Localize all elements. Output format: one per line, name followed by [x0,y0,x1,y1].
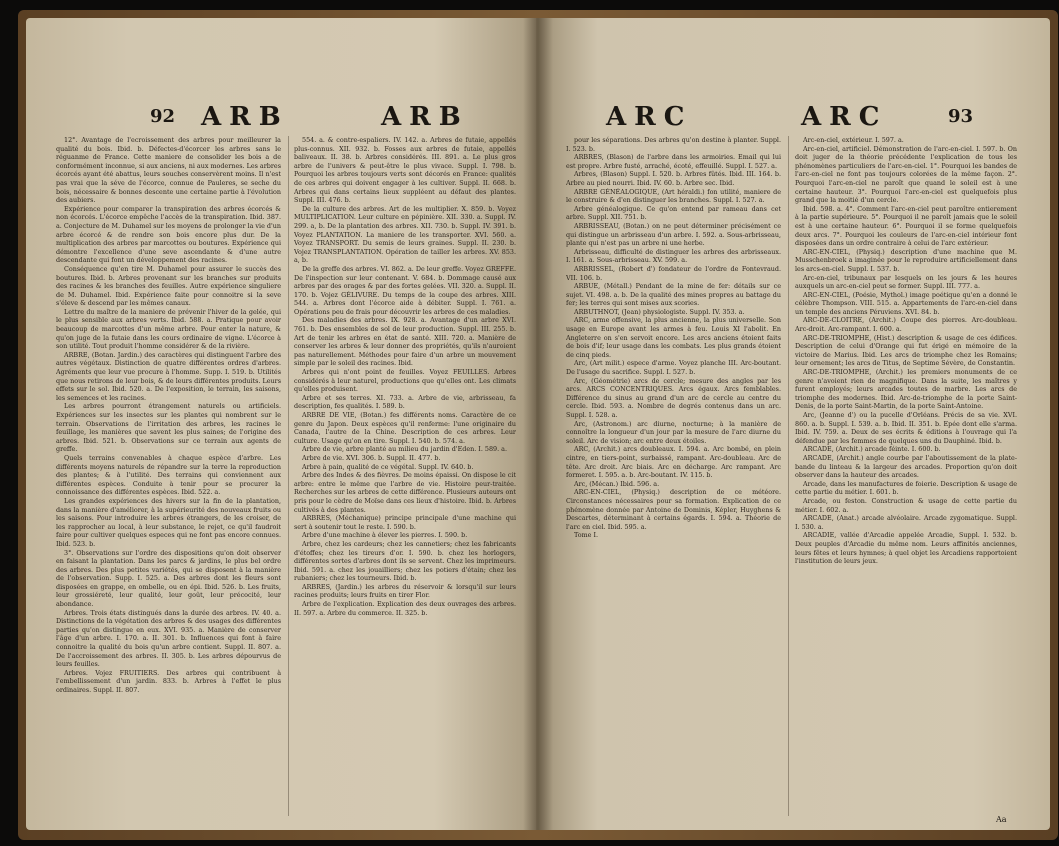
entry: ARBUTHNOT, (Jean) physiologiste. Suppl. IV. 353. a. [574,307,745,316]
entry: Arc, (Jeanne d') ou la pucelle d'Orléans. Précis de sa vie. XVI. 860. a. b. Suppl. I. 539. a. b. Ibid. II. 351. b. Epée dont elle s'arma. Ibid. IV. 759. a. Deux de ses écrits & éditions à l'ouvrage qui l'a défendue par les femmes de quelques uns du Dauphiné. Ibid. b. [795,411,1017,445]
left-column-2 [294,136,516,816]
left-running-head: ARB [201,102,289,132]
entry: Arbre de l'explication. Explication des deux ouvrages des arbres. II. 597. a. Arbre du commerce. II. 325. b. [294,600,516,617]
entry: Arbres. Trois états distingués dans la durée des arbres. IV. 40. a. Distinctions de la végétation des arbres & des usages des différentes parties qu'on distingue en eux. XVI. 935. a. Manière de conserver l'âge d'un arbre. I. 170. a. II. 301. b. Influences qui font à faire connoitre la qualité du bois qu'un arbre contient. Suppl. II. 807. a. De l'accroissement des arbres. II. 305. b. Les arbres dépourvus de leurs feuilles. [56,608,281,669]
entry: ARC-EN-CIEL, (Physiq.) description d'une machine que M. Musschenbroek a imaginée pour le reproduire artificiellement dans les arcs-en-ciel. Suppl. I. 537. b. [795,247,1017,273]
column-rule [788,136,789,816]
entry: ARC-EN-CIEL, (Physiq.) description de ce météore. Circonstances nécessaires pour sa formation. Explication de ce phénomène donnée par Antoine de Dominis, Képler, Huyghens & Descartes, déterminant à certains égards. I. 594. a. Théorie de l'arc en ciel. Ibid. 595. a. [566,488,781,531]
entry: Arbres qui n'ont point de feuilles. Voyez FEUILLES. Arbres considérés à leur naturel, productions que qu'elles ont. Les climats qu'elles produisent. [294,368,516,394]
entry: Expérience pour comparer la transpiration des arbres écorcés & non écorcés. L'écorce empêche l'accès de la transpiration. Ibid. 387. a. Conjecture de M. Duhamel sur les moyens de prolonger la vie d'un arbre écorcé & de rendre son bois encore plus dur. De la multiplication des arbres par marcottes ou boutures. Expérience qui démontre l'excellence d'une seve ascendante & d'une autre descendante qui font un développement des racines. [56,204,281,265]
entry: Arc, (Art milit.) espece d'arme. Voyez planche III. Arc-boutant. De l'usage du sacrifice. Suppl. I. 527. b. [566,359,781,377]
right-running-head-left: ARC [606,102,693,132]
entry: Quels terrains convenables à chaque espèce d'arbre. Les différents moyens naturels de répandre sur la terre la reproduction des plantes; & à l'utilité. Des terrains qui conviennent aux différentes espèces. Conduite à tenir pour se procurer la connoissance des différentes espèces. Ibid. 522. a. [56,453,281,497]
entry: Ibid. 598. a. 4°. Comment l'arc-en-ciel peut paroître entierement à la partie supérieure. 5°. Pourquoi il ne paroît jamais que le soleil est à une certaine hauteur. 6°. Pourquoi il se forme quelquefois deux arcs. 7°. Pourquoi les couleurs de l'arc-en-ciel intérieur font disposées dans un ordre contraire à celui de l'arc extérieur. [795,204,1017,248]
left-column-1 [56,136,281,816]
left-header [26,104,536,134]
entry: Arbre de vie. XVI. 306. b. Suppl. II. 477. b. [302,453,441,462]
entry: Les arbres pourront étrangement naturels ou artificiels. Expériences sur les insectes sur les plantes qui nombrent sur le terrain. Observations de l'irritation des arbres, les racines le feuillage, les manières que savent les plus saines; de l'origine des arbres. Ibid. 521. b. Observations sur ce terrain aux agents de greffe. [56,402,281,454]
entry: ARC-DE-TRIOMPHE, (Hist.) description & usage de ces édifices. Description de celui d'Orange qui fut érigé en mémoire de la victoire de Marius. Ibid. Les arcs de triomphe chez les Romains; leur ornement; les arcs de Titus, de Septime Sévère, de Constantin. [795,333,1017,368]
left-page [26,18,536,830]
entry: Arbre de vie, arbre planté au milieu du jardin d'Eden. I. 589. a. [302,445,507,454]
entry: ARBRE GÉNÉALOGIQUE, (Art héraldi.) fon utilité, maniere de le construire & d'en distinguer les branches. Suppl. I. 527. a. [566,187,781,205]
left-running-head-right: ARB [381,102,469,132]
entry: Les grandes expériences des hivers sur la fin de la plantation, dans la manière d'améliorer, à la supérieurité des nouveaux fruits ou les saisons. Pour introduire les arbres étrangers, de les croiser, de les rapprocher au local, à leur substance, le rejet, ce qu'il faudroit faire pour cultiver quelques especes qui ne font pas encore connues. Ibid. 523. b. [56,496,281,548]
entry: De la greffe des arbres. VI. 862. a. De leur greffe. Voyez GREFFE. De l'inspection sur leur contenant. V. 684. b. Dommage causé aux arbres par des orages & par des fortes gelées. VII. 320. a. Suppl. II. 170. b. Vojez GÉLIVURE. Du temps de la coupe des arbres. XIII. 544. a. Arbres dont l'écorce aide à débiter. Suppl. I. 761. a. Opérations peu de frais pour découvrir les arbres de ces maladies. [294,264,516,316]
entry: pour les séparations. Des arbres qu'on destine à planter. Suppl. I. 523. b. [566,136,781,153]
entry: Lettre du maître de la maniere de prévenir l'hiver de la gelée, qui le plus sensible aux arbres verts. Ibid. 588. a. Pratique pour avoir beaucoup de marcottes d'un même arbre. Pour enter la nature, & qu'on juge de la futaie dans les cours ordinaire de vigne. L'écorce à son utilité. Tout produit l'homme considérer & de la rivière. [56,307,281,351]
entry: Arc-en-ciel, tribunaux par lesquels on les jours & les heures auxquels un arc-en-ciel peut se former. Suppl. III. 777. a. [795,273,1017,291]
right-running-head: ARC [801,102,888,132]
signature-mark: Aa [996,815,1007,824]
entry: De la culture des arbres. Art de les multiplier. X. 859. b. Voyez MULTIPLICATION. Leur culture en pépinière. XII. 330. a. Suppl. IV. 299. a, b. De la plantation des arbres. XII. 730. b. Suppl. IV. 391. b. Voyez PLANTATION. La maniere de les transporter. XVI. 560. a. Voyez TRANSPORT. Du semis de leurs graines. Suppl. II. 230. b. Vojez TRANSPLANTATION. Opération de tailler les arbres. XV. 853. a, b. [294,204,516,265]
entry: ARBUE, (Métall.) Pendant de la mine de fer: détails sur ce sujet. VI. 498. a. b. De la qualité des mines propres au battage du fer; les terres qui sont mises aux scories. [566,282,781,308]
left-page-number: 92 [150,106,176,127]
entry: Arbre, chez les cardeurs; chez les cannetiers; chez les fabricants d'étoffes; chez les tireurs d'or. I. 590. b. chez les horlogers, différentes sortes d'arbres dont ils se servent. Chez les imprimeurs. Ibid. 591. a. chez les jouailliers; chez les potiers d'étain; chez les rubaniers; chez les tourneurs. Ibid. b. [294,539,516,583]
footer-tome: Tome I. [574,531,599,540]
entry: ARBRE, (Botan. Jardin.) des caractères qui distinguent l'arbre des autres végétaux. Distinction de quatre différentes ordres d'arbres. Agréments que leur vue procure à l'homme. Supp. I. 519. b. Utilités que nous retirons de leur bois, & de leurs différentes produits. Leurs effets sur le sol. Ibid. 520. a. De l'exposition, le terrain, les saisons, les semences et les racines. [56,350,281,402]
entry: Arbrisseau, difficulté de distinguer les arbres des arbrisseaux. I. 161. a. Sous-arbrisseau. XV. 599. a. [566,247,781,265]
right-columns [536,136,1050,816]
right-column-2 [795,136,1017,816]
entry: Arc, (Géométrie) arcs de cercle; mesure des angles par les arcs. ARCS CONCENTRIQUES. Arcs égaux. Arcs femblables. Différence du sinus au grand d'un arc de cercle au centre du cercle. Ibid. 593. a. Nombre de degrés contenus dans un arc. Suppl. I. 528. a. [566,376,781,419]
book [18,10,1058,840]
left-columns [26,136,536,816]
entry: ARC-EN-CIEL, (Poésie, Mythol.) image poétique qu'en a donné le célèbre Thompson. VIII. 515. a. Appartements de l'arc-en-ciel dans un temple des anciens Péruviens. XVI. 84. b. [795,290,1017,316]
entry: Arbre généalogique. Ce qu'on entend par rameau dans cet arbre. Suppl. XII. 751. b. [566,204,781,222]
entry: ARBRISSEAU, (Botan.) on ne peut déterminer précisément ce qui distingue un arbrisseau d'un arbre. I. 592. a. Sous-arbrisseau, plante qui n'est pas un arbre ni une herbe. [566,221,781,248]
entry: ARBRES, (Méchanique) principe principale d'une machine qui sert à soutenir tout le reste. I. 590. b. [294,514,516,531]
entry: ARBRES, (Jardin.) les arbres du réservoir & lorsqu'il sur leurs racines produits; leurs fruits en tirer Flor. [294,582,516,600]
entry: ARCADIE, vallée d'Arcadie appelée Arcadie, Suppl. I. 532. b. Deux peuples d'Arcadie du même nom. Leurs affinités anciennes, leurs fêtes et leurs hymnes; à quel objet les Arcadiens rapportoient l'institution de leurs jeux. [795,531,1017,566]
entry: Arc-en-ciel, artificiel. Démonstration de l'arc-en-ciel. I. 597. b. On doit juger de la théorie précédente l'explication de tous les phénomènes particuliers de l'arc-en-ciel. 1°. Pourquoi les bandes de l'arc-en-ciel ne font pas toujours colorées de la même façon. 2°. Pourquoi l'arc-en-ciel ne paroît que quand le soleil est à une certaine hauteur. 3°. Pourquoi l'arc-en-ciel est quelquefois plus grand que la moitié d'un cercle. [795,144,1017,205]
right-page [536,18,1050,830]
entry: ARCADE, (Archit.) angle courbe par l'aboutissement de la plate-bande du linteau & la largeur des arcades. Proportion qu'on doit observer dans la hauteur des arcades. [795,453,1017,480]
entry: ARBRES, (Blason) de l'arbre dans les armoiries. Email qui lui est propre. Arbre fusté, arraché, écoté, effeuillé. Suppl. I. 527. a. [566,153,781,170]
entry: Arbres, (Blason) Suppl. I. 520. b. Arbres fûtés. Ibid. III. 164. b. Arbre au pied nourri. Ibid. IV. 60. b. Arbre sec. Ibid. [566,170,781,187]
entry: 12°. Avantage de l'ecroissement des arbres pour meilleurer la qualité du bois. Ibid. b. Défectes-d'écorcer les arbres sans le réguanme de France. Cette maniere de consolider les bois a de conformément inconnue, si aux anciens, ni aux modernes. Les arbres écorcés ayant été abattus, leurs souches conservèrent moins. Il n'est pas vrai que la séve de l'écorce, connue de Pauleres, se seche du bois, nécessaire & bonnes descente une certaine partie à l'évolution des aubiers. [56,136,281,205]
entry: ARC, (Archit.) arcs doubleaux. I. 594. a. Arc bombé, en plein cintre, en tiers-point, surbaissé, rampant. Arc-doubleau. Arc de tête. Arc droit. Arc biais. Arc en décharge. Arc rampant. Arc formeret. I. 595. a. b. Arc-boutant. IV. 115. b. [566,445,781,480]
entry: ARCADE, (Anat.) arcade alvéolaire. Arcade zygomatique. Suppl. I. 530. a. [795,514,1017,531]
entry: Arbre des Indes & des fièvres. De moins épaissi. On dispose le cit arbre: entre le même que l'arbre de vie. Histoire peur-traitée. Recherches sur les arbres de cette différence. Plusieurs auteurs ont pris pour le cèdre de Moïse dans ces lieux d'histoire. Ibid. b. Arbres cultivés à des plantes. [294,471,516,514]
entry: Des maladies des arbres. IX. 928. a. Avantage d'un arbre XVI. 761. b. Des ensembles de sol de leur production. Suppl. III. 255. b. Art de tenir les arbres en état de santé. XIII. 720. a. Manière de conserver les arbres & leur donner des propriétés, qu'ils n'auroient pas naturellement. Méthodes pour faire d'un arbre un mouvement simple par le soleil des racines. Ibid. [294,316,516,368]
entry: ARBRE DE VIE, (Botan.) fes différents noms. Caractère de ce genre du Japon. Deux espèces qu'il renferme: l'une originaire du Canada, l'autre de la Chine. Description de ces arbres. Leur culture. Usage qu'on en tire. Suppl. I. 540. b. 574. a. [294,411,516,445]
right-page-number: 93 [948,106,974,127]
entry: Arcade, ou feston. Construction & usage de cette partie du métier. I. 602. a. [795,496,1017,514]
entry: 3°. Observations sur l'ordre des dispositions qu'on doit observer en faisant la plantation. Dans les parcs & jardins, le plus bel ordre des arbres. Des plus petites variétés, qui se disposent à la manière de l'observation. Supp. I. 525. a. Des arbres dont les fleurs sont disposées en grappe, en ombelle, ou en épi. Ibid. 526. b. Les fruits, leur grossiéreté, leur qualité, leur goût, leur précocité, leur abondance. [56,548,281,609]
entry: ARC-DE-CLOITRE, (Archit.) Coupe des pierres. Arc-doubleau. Arc-droit. Arc-rampant. I. 600. a. [795,316,1017,334]
entry: Arc-en-ciel, extérieur. I. 597. a. [803,136,904,144]
entry: Arbres. Vojez FRUITIERS. Des arbres qui contribuent à l'embellissement d'un jardin. 833. b. Arbres à l'effet le plus ordinaires. Suppl. II. 807. [56,668,281,694]
entry: ARBRISSEL, (Robert d') fondateur de l'ordre de Fontevraud. VII. 106. b. [566,264,781,282]
column-rule [288,136,289,816]
entry: Arcade, dans les manufactures de foierie. Description & usage de cette partie du métier. I. 601. b. [795,479,1017,497]
entry: Arbre et ses terres. XI. 733. a. Arbre de vie, arbrisseau, fa description, fes qualités. I. 589. b. [294,393,516,411]
entry: 554. a. & contre-espaliers. IV. 142. a. Arbres de futaie, appellés plus-connus. XII. 932. b. Fosses aux arbres de futaie, appellés baliveaux. II. 38. b. Arbres considérés. III. 891. a. Le plus gros arbre de l'univers & peut-être le plus vivace. Suppl. I. 798. b. Pourquoi les arbres toujours verts sont décorés en France: qualités de ces arbres qui doivent engager à les cultiver. Suppl. II. 668. b. Arbres qui dans certains lieux suppléent au défaut des plantes. Suppl. III. 476. b. [294,136,516,205]
entry: Arc, (Mécan.) Ibid. 596. a. [574,479,660,488]
entry: ARC-DE-TRIOMPHE, (Archit.) les premiers monuments de ce genre n'avoient rien de magnifique. Dans la suite, les maîtres y furent employés; leurs arcades toutes de marbre. Les arcs de triomphe des modernes. Ibid. Arc-de-triomphe de la porte Saint-Denis, de la porte Saint-Martin, de la porte Saint-Antoine. [795,368,1017,411]
entry: Arbre d'une machine à élever les pierres. I. 590. b. [302,531,468,540]
right-header [536,104,1050,134]
entry: ARC, arme offensive, la plus ancienne, la plus universelle. Son usage en Europe avant les armes à feu. Louis XI l'abolit. En Angleterre on s'en servoit encore. Les arcs anciens étoient faits de bois d'if; leur usage dans les combats. Les plus grands étoient de cinq pieds. [566,316,781,359]
entry: Arbre à pain, qualité de ce végétal. Suppl. IV. 640. b. [302,462,474,471]
entry: Conséquence qu'en tire M. Duhamel pour assurer le succès des boutures. Ibid. b. Arbres provenant sur les branches sur produits des racines & les branches des feuilles. Autre expérience singuliere de M. Duhamel. Ibid. Expérience faite pour connoitre si la seve s'éleve & descend par les mêmes canaux. [56,264,281,308]
right-column-1 [566,136,781,816]
entry: ARCADE, (Archit.) arcade féinte. I. 600. b. [803,445,941,454]
entry: Arc, (Astronom.) arc diurne, nocturne; à la manière de connoître la longueur d'un jour par la mesure de l'arc diurne du soleil. Arc de vision; arc entre deux étoiles. [566,419,781,445]
